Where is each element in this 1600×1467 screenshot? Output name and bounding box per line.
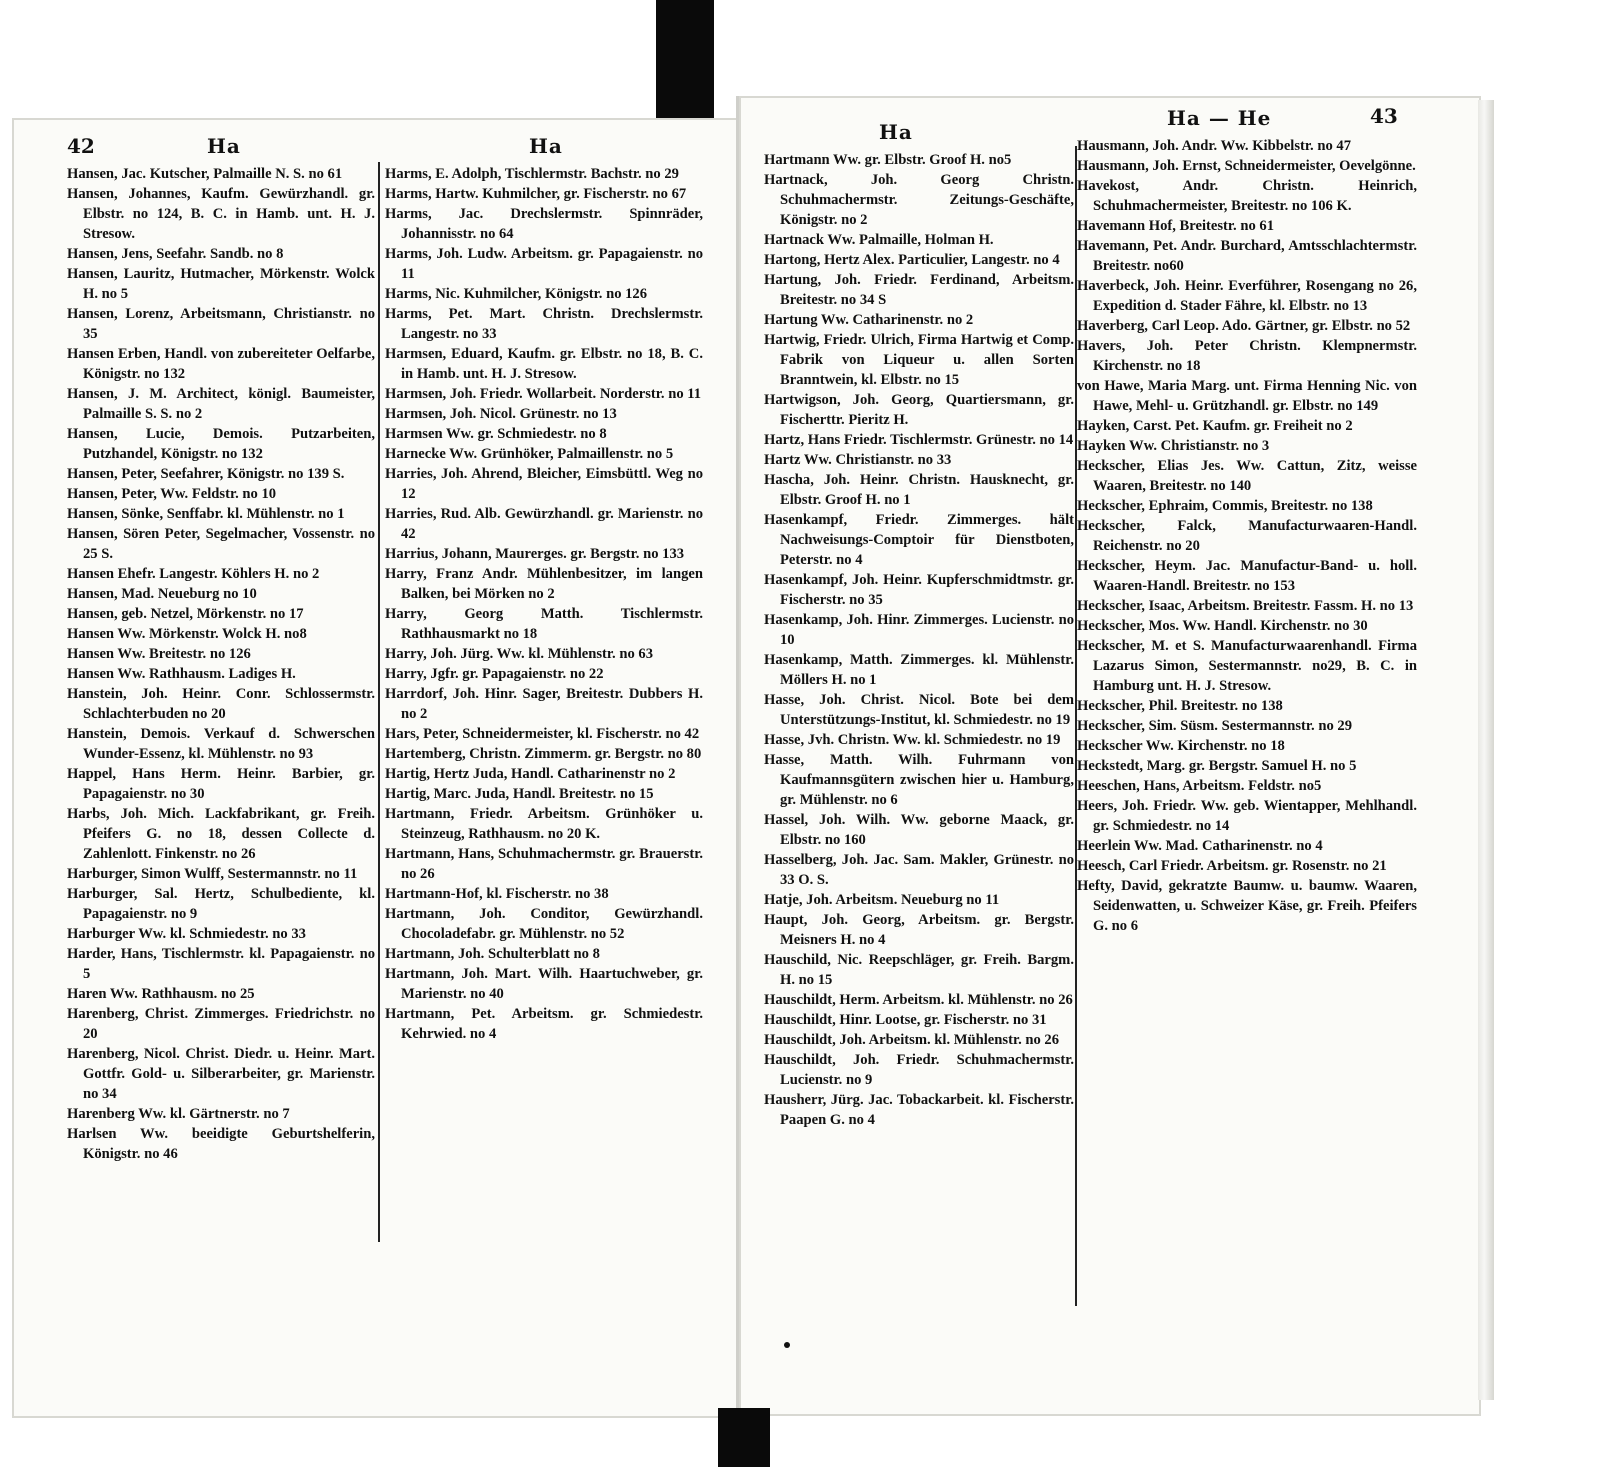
directory-entry: Harenberg, Nicol. Christ. Diedr. u. Heinr. Mart. Gottfr. Gold- u. Silberarbeiter, gr. Marienstr. no 34 (67, 1046, 375, 1102)
directory-entry: Hartmann Ww. gr. Elbstr. Groof H. no5 (764, 152, 1012, 168)
directory-entry: Hasenkamp, Joh. Hinr. Zimmerges. Lucienstr. no 10 (764, 612, 1074, 648)
directory-entry: Heckscher Ww. Kirchenstr. no 18 (1077, 738, 1285, 754)
entries-column-2 (385, 164, 703, 1044)
directory-entry: Hartz, Hans Friedr. Tischlermstr. Grünestr. no 14 (764, 432, 1074, 448)
directory-entry: Hansen, Mad. Neueburg no 10 (67, 586, 257, 602)
directory-entry: Harburger Ww. kl. Schmiedestr. no 33 (67, 926, 306, 942)
directory-entry: Hansen Ww. Mörkenstr. Wolck H. no8 (67, 626, 307, 642)
directory-entry: Hartmann, Hans, Schuhmachermstr. gr. Brauerstr. no 26 (385, 846, 703, 882)
directory-entry: Hartung Ww. Catharinenstr. no 2 (764, 312, 974, 328)
directory-entry: Hansen, Jac. Kutscher, Palmaille N. S. no 61 (67, 166, 343, 182)
directory-entry: Heckscher, Ephraim, Commis, Breitestr. no 138 (1077, 498, 1373, 514)
directory-entry: Hansen, Lorenz, Arbeitsmann, Christianstr. no 35 (67, 306, 375, 342)
directory-entry: Hartong, Hertz Alex. Particulier, Langestr. no 4 (764, 252, 1060, 268)
directory-entry: Havemann, Pet. Andr. Burchard, Amtsschlachtermstr. Breitestr. no60 (1077, 238, 1417, 274)
directory-entry: Heckscher, Elias Jes. Ww. Cattun, Zitz, weisse Waaren, Breitestr. no 140 (1077, 458, 1417, 494)
directory-entry: Hauschildt, Joh. Arbeitsm. kl. Mühlenstr. no 26 (764, 1032, 1060, 1048)
directory-entry: Harbs, Joh. Mich. Lackfabrikant, gr. Freih. Pfeifers G. no 18, dessen Collecte d. Zahlenlott. Finkenstr. no 26 (67, 806, 375, 862)
directory-entry: Harry, Franz Andr. Mühlenbesitzer, im langen Balken, bei Mörken no 2 (385, 566, 703, 602)
directory-entry: Hartung, Joh. Friedr. Ferdinand, Arbeitsm. Breitestr. no 34 S (764, 272, 1074, 308)
directory-entry: Hasse, Matth. Wilh. Fuhrmann von Kaufmannsgütern zwischen hier u. Hamburg, gr. Mühlenstr. no 6 (764, 752, 1074, 808)
ink-spot (784, 1342, 790, 1348)
directory-entry: Hartmann-Hof, kl. Fischerstr. no 38 (385, 886, 609, 902)
directory-entry: Hansen, Lucie, Demois. Putzarbeiten, Putzhandel, Königstr. no 132 (67, 426, 375, 462)
directory-entry: Havers, Joh. Peter Christn. Klempnermstr. Kirchenstr. no 18 (1077, 338, 1417, 374)
directory-entry: Harrdorf, Joh. Hinr. Sager, Breitestr. Dubbers H. no 2 (385, 686, 703, 722)
directory-entry: Hasse, Joh. Christ. Nicol. Bote bei dem Unterstützungs-Institut, kl. Schmiedestr. no 19 (764, 692, 1074, 728)
binding-shadow-bottom (718, 1408, 770, 1467)
directory-entry: Hansen, Peter, Seefahrer, Königstr. no 139 S. (67, 466, 345, 482)
directory-entry: Harms, Joh. Ludw. Arbeitsm. gr. Papagaienstr. no 11 (385, 246, 703, 282)
directory-entry: Hansen, Jens, Seefahr. Sandb. no 8 (67, 246, 284, 262)
binding-shadow-top (656, 0, 714, 128)
left-page (12, 118, 758, 1418)
directory-entry: Hansen Ww. Rathhausm. Ladiges H. (67, 666, 296, 682)
directory-entry: Happel, Hans Herm. Heinr. Barbier, gr. Papagaienstr. no 30 (67, 766, 375, 802)
directory-entry: Hausmann, Joh. Andr. Ww. Kibbelstr. no 47 (1077, 138, 1351, 154)
directory-entry: Harms, Hartw. Kuhmilcher, gr. Fischerstr. no 67 (385, 186, 687, 202)
directory-entry: Harms, Jac. Drechslermstr. Spinnräder, Johannisstr. no 64 (385, 206, 703, 242)
directory-entry: Hauschildt, Hinr. Lootse, gr. Fischerstr. no 31 (764, 1012, 1047, 1028)
running-header-left: Ha (879, 120, 913, 144)
directory-entry: Haverbeck, Joh. Heinr. Everführer, Rosengang no 26, Expedition d. Stader Fähre, kl. Elbstr. no 13 (1077, 278, 1417, 314)
directory-entry: Harburger, Simon Wulff, Sestermannstr. no 11 (67, 866, 358, 882)
directory-entry: Heckscher, Sim. Süsm. Sestermannstr. no 29 (1077, 718, 1352, 734)
directory-entry: Hansen Ww. Breitestr. no 126 (67, 646, 251, 662)
directory-entry: Hartwig, Friedr. Ulrich, Firma Hartwig et Comp. Fabrik von Liqueur u. allen Sorten Branntwein, kl. Elbstr. no 15 (764, 332, 1074, 388)
directory-entry: Heers, Joh. Friedr. Ww. geb. Wientapper, Mehlhandl. gr. Schmiedestr. no 14 (1077, 798, 1417, 834)
directory-entry: Hanstein, Joh. Heinr. Conr. Schlossermstr. Schlachterbuden no 20 (67, 686, 375, 722)
directory-entry: Harenberg, Christ. Zimmerges. Friedrichstr. no 20 (67, 1006, 375, 1042)
directory-entry: Hasenkamp, Matth. Zimmerges. kl. Mühlenstr. Möllers H. no 1 (764, 652, 1074, 688)
directory-entry: Hansen Ehefr. Langestr. Köhlers H. no 2 (67, 566, 320, 582)
directory-entry: Heckscher, Falck, Manufacturwaaren-Handl. Reichenstr. no 20 (1077, 518, 1417, 554)
page-number: 43 (1370, 104, 1398, 128)
directory-entry: Hartz Ww. Christianstr. no 33 (764, 452, 952, 468)
directory-entry: Harnecke Ww. Grünhöker, Palmaillenstr. no 5 (385, 446, 674, 462)
entries-column-1 (764, 150, 1074, 1130)
directory-entry: Hefty, David, gekratzte Baumw. u. baumw. Waaren, Seidenwatten, u. Schweizer Käse, gr. Freih. Pfeifers G. no 6 (1077, 878, 1417, 934)
page-edge (1478, 100, 1494, 1400)
directory-entry: Harburger, Sal. Hertz, Schulbediente, kl. Papagaienstr. no 9 (67, 886, 375, 922)
running-header-right: Ha — He (1167, 106, 1272, 130)
directory-entry: Hausmann, Joh. Ernst, Schneidermeister, Oevelgönne. (1077, 158, 1416, 174)
directory-entry: Hansen, J. M. Architect, königl. Baumeister, Palmaille S. S. no 2 (67, 386, 375, 422)
directory-entry: Hansen, Johannes, Kaufm. Gewürzhandl. gr. Elbstr. no 124, B. C. in Hamb. unt. H. J. Stresow. (67, 186, 375, 242)
directory-entry: Harrius, Johann, Maurerges. gr. Bergstr. no 133 (385, 546, 685, 562)
directory-entry: Hartwigson, Joh. Georg, Quartiersmann, gr. Fischerttr. Pieritz H. (764, 392, 1074, 428)
directory-entry: Heerlein Ww. Mad. Catharinenstr. no 4 (1077, 838, 1323, 854)
directory-entry: Heckscher, Phil. Breitestr. no 138 (1077, 698, 1283, 714)
directory-entry: Heckscher, M. et S. Manufacturwaarenhandl. Firma Lazarus Simon, Sestermannstr. no29, B. C. in Hamburg unt. H. J. Stresow. (1077, 638, 1417, 694)
directory-entry: Heckstedt, Marg. gr. Bergstr. Samuel H. no 5 (1077, 758, 1357, 774)
directory-entry: Harder, Hans, Tischlermstr. kl. Papagaienstr. no 5 (67, 946, 375, 982)
directory-entry: Hartnack Ww. Palmaille, Holman H. (764, 232, 994, 248)
directory-entry: von Hawe, Maria Marg. unt. Firma Henning Nic. von Hawe, Mehl- u. Grützhandl. gr. Elbstr. no 149 (1077, 378, 1417, 414)
directory-entry: Hansen, Sönke, Senffabr. kl. Mühlenstr. no 1 (67, 506, 345, 522)
directory-entry: Haverberg, Carl Leop. Ado. Gärtner, gr. Elbstr. no 52 (1077, 318, 1411, 334)
directory-entry: Hassel, Joh. Wilh. Ww. geborne Maack, gr. Elbstr. no 160 (764, 812, 1074, 848)
directory-entry: Hauschildt, Joh. Friedr. Schuhmachermstr. Lucienstr. no 9 (764, 1052, 1074, 1088)
directory-entry: Hayken, Carst. Pet. Kaufm. gr. Freiheit no 2 (1077, 418, 1353, 434)
running-header-left: Ha (207, 134, 241, 158)
directory-entry: Harms, E. Adolph, Tischlermstr. Bachstr. no 29 (385, 166, 679, 182)
directory-entry: Hatje, Joh. Arbeitsm. Neueburg no 11 (764, 892, 1000, 908)
directory-entry: Hars, Peter, Schneidermeister, kl. Fischerstr. no 42 (385, 726, 700, 742)
directory-entry: Hartmann, Joh. Schulterblatt no 8 (385, 946, 600, 962)
directory-entry: Havemann Hof, Breitestr. no 61 (1077, 218, 1275, 234)
directory-entry: Harry, Jgfr. gr. Papagaienstr. no 22 (385, 666, 604, 682)
directory-entry: Heckscher, Heym. Jac. Manufactur-Band- u. holl. Waaren-Handl. Breitestr. no 153 (1077, 558, 1417, 594)
directory-entry: Hauschild, Nic. Reepschläger, gr. Freih. Bargm. H. no 15 (764, 952, 1074, 988)
directory-entry: Hartnack, Joh. Georg Christn. Schuhmachermstr. Zeitungs-Geschäfte, Königstr. no 2 (764, 172, 1074, 228)
entries-column-2 (1077, 136, 1417, 936)
directory-entry: Hartig, Marc. Juda, Handl. Breitestr. no 15 (385, 786, 654, 802)
directory-entry: Harlsen Ww. beeidigte Geburtshelferin, Königstr. no 46 (67, 1126, 375, 1162)
directory-entry: Harms, Pet. Mart. Christn. Drechslermstr. Langestr. no 33 (385, 306, 703, 342)
directory-entry: Hausherr, Jürg. Jac. Tobackarbeit. kl. Fischerstr. Paapen G. no 4 (764, 1092, 1074, 1128)
directory-entry: Hauschildt, Herm. Arbeitsm. kl. Mühlenstr. no 26 (764, 992, 1073, 1008)
right-page (736, 96, 1481, 1416)
directory-entry: Harries, Joh. Ahrend, Bleicher, Eimsbüttl. Weg no 12 (385, 466, 703, 502)
directory-entry: Hanstein, Demois. Verkauf d. Schwerschen Wunder-Essenz, kl. Mühlenstr. no 93 (67, 726, 375, 762)
directory-entry: Hansen, Sören Peter, Segelmacher, Vossenstr. no 25 S. (67, 526, 375, 562)
directory-entry: Harry, Georg Matth. Tischlermstr. Rathhausmarkt no 18 (385, 606, 703, 642)
directory-entry: Hasse, Jvh. Christn. Ww. kl. Schmiedestr. no 19 (764, 732, 1061, 748)
running-header-right: Ha (529, 134, 563, 158)
entries-column-1 (67, 164, 375, 1164)
directory-entry: Heckscher, Isaac, Arbeitsm. Breitestr. Fassm. H. no 13 (1077, 598, 1414, 614)
directory-entry: Harenberg Ww. kl. Gärtnerstr. no 7 (67, 1106, 290, 1122)
directory-entry: Hartmann, Friedr. Arbeitsm. Grünhöker u. Steinzeug, Rathhausm. no 20 K. (385, 806, 703, 842)
directory-entry: Hartig, Hertz Juda, Handl. Catharinenstr no 2 (385, 766, 676, 782)
directory-entry: Hansen, geb. Netzel, Mörkenstr. no 17 (67, 606, 304, 622)
directory-entry: Harmsen, Eduard, Kaufm. gr. Elbstr. no 18, B. C. in Hamb. unt. H. J. Stresow. (385, 346, 703, 382)
directory-entry: Hasselberg, Joh. Jac. Sam. Makler, Grünestr. no 33 O. S. (764, 852, 1074, 888)
directory-entry: Hartmann, Joh. Mart. Wilh. Haartuchweber, gr. Marienstr. no 40 (385, 966, 703, 1002)
page-number: 42 (67, 134, 95, 158)
directory-entry: Hasenkampf, Friedr. Zimmerges. hält Nachweisungs-Comptoir für Dienstboten, Peterstr. no 4 (764, 512, 1074, 568)
directory-entry: Havekost, Andr. Christn. Heinrich, Schuhmachermeister, Breitestr. no 106 K. (1077, 178, 1417, 214)
directory-entry: Hasenkampf, Joh. Heinr. Kupferschmidtmstr. gr. Fischerstr. no 35 (764, 572, 1074, 608)
directory-entry: Haupt, Joh. Georg, Arbeitsm. gr. Bergstr. Meisners H. no 4 (764, 912, 1074, 948)
directory-entry: Heesch, Carl Friedr. Arbeitsm. gr. Rosenstr. no 21 (1077, 858, 1387, 874)
directory-entry: Hansen, Peter, Ww. Feldstr. no 10 (67, 486, 277, 502)
directory-entry: Hayken Ww. Christianstr. no 3 (1077, 438, 1270, 454)
directory-entry: Hansen, Lauritz, Hutmacher, Mörkenstr. Wolck H. no 5 (67, 266, 375, 302)
directory-entry: Haren Ww. Rathhausm. no 25 (67, 986, 255, 1002)
directory-entry: Hartmann, Pet. Arbeitsm. gr. Schmiedestr. Kehrwied. no 4 (385, 1006, 703, 1042)
directory-entry: Harmsen, Joh. Nicol. Grünestr. no 13 (385, 406, 617, 422)
directory-entry: Hartmann, Joh. Conditor, Gewürzhandl. Chocoladefabr. gr. Mühlenstr. no 52 (385, 906, 703, 942)
column-divider (378, 162, 380, 1242)
directory-entry: Harry, Joh. Jürg. Ww. kl. Mühlenstr. no 63 (385, 646, 653, 662)
directory-entry: Harries, Rud. Alb. Gewürzhandl. gr. Marienstr. no 42 (385, 506, 703, 542)
directory-entry: Heckscher, Mos. Ww. Handl. Kirchenstr. no 30 (1077, 618, 1368, 634)
directory-entry: Hartemberg, Christn. Zimmerm. gr. Bergstr. no 80 (385, 746, 702, 762)
directory-entry: Harmsen, Joh. Friedr. Wollarbeit. Norderstr. no 11 (385, 386, 702, 402)
directory-entry: Heeschen, Hans, Arbeitsm. Feldstr. no5 (1077, 778, 1322, 794)
directory-entry: Harms, Nic. Kuhmilcher, Königstr. no 126 (385, 286, 648, 302)
directory-entry: Hansen Erben, Handl. von zubereiteter Oelfarbe, Königstr. no 132 (67, 346, 375, 382)
directory-entry: Hascha, Joh. Heinr. Christn. Hausknecht, gr. Elbstr. Groof H. no 1 (764, 472, 1074, 508)
directory-entry: Harmsen Ww. gr. Schmiedestr. no 8 (385, 426, 607, 442)
